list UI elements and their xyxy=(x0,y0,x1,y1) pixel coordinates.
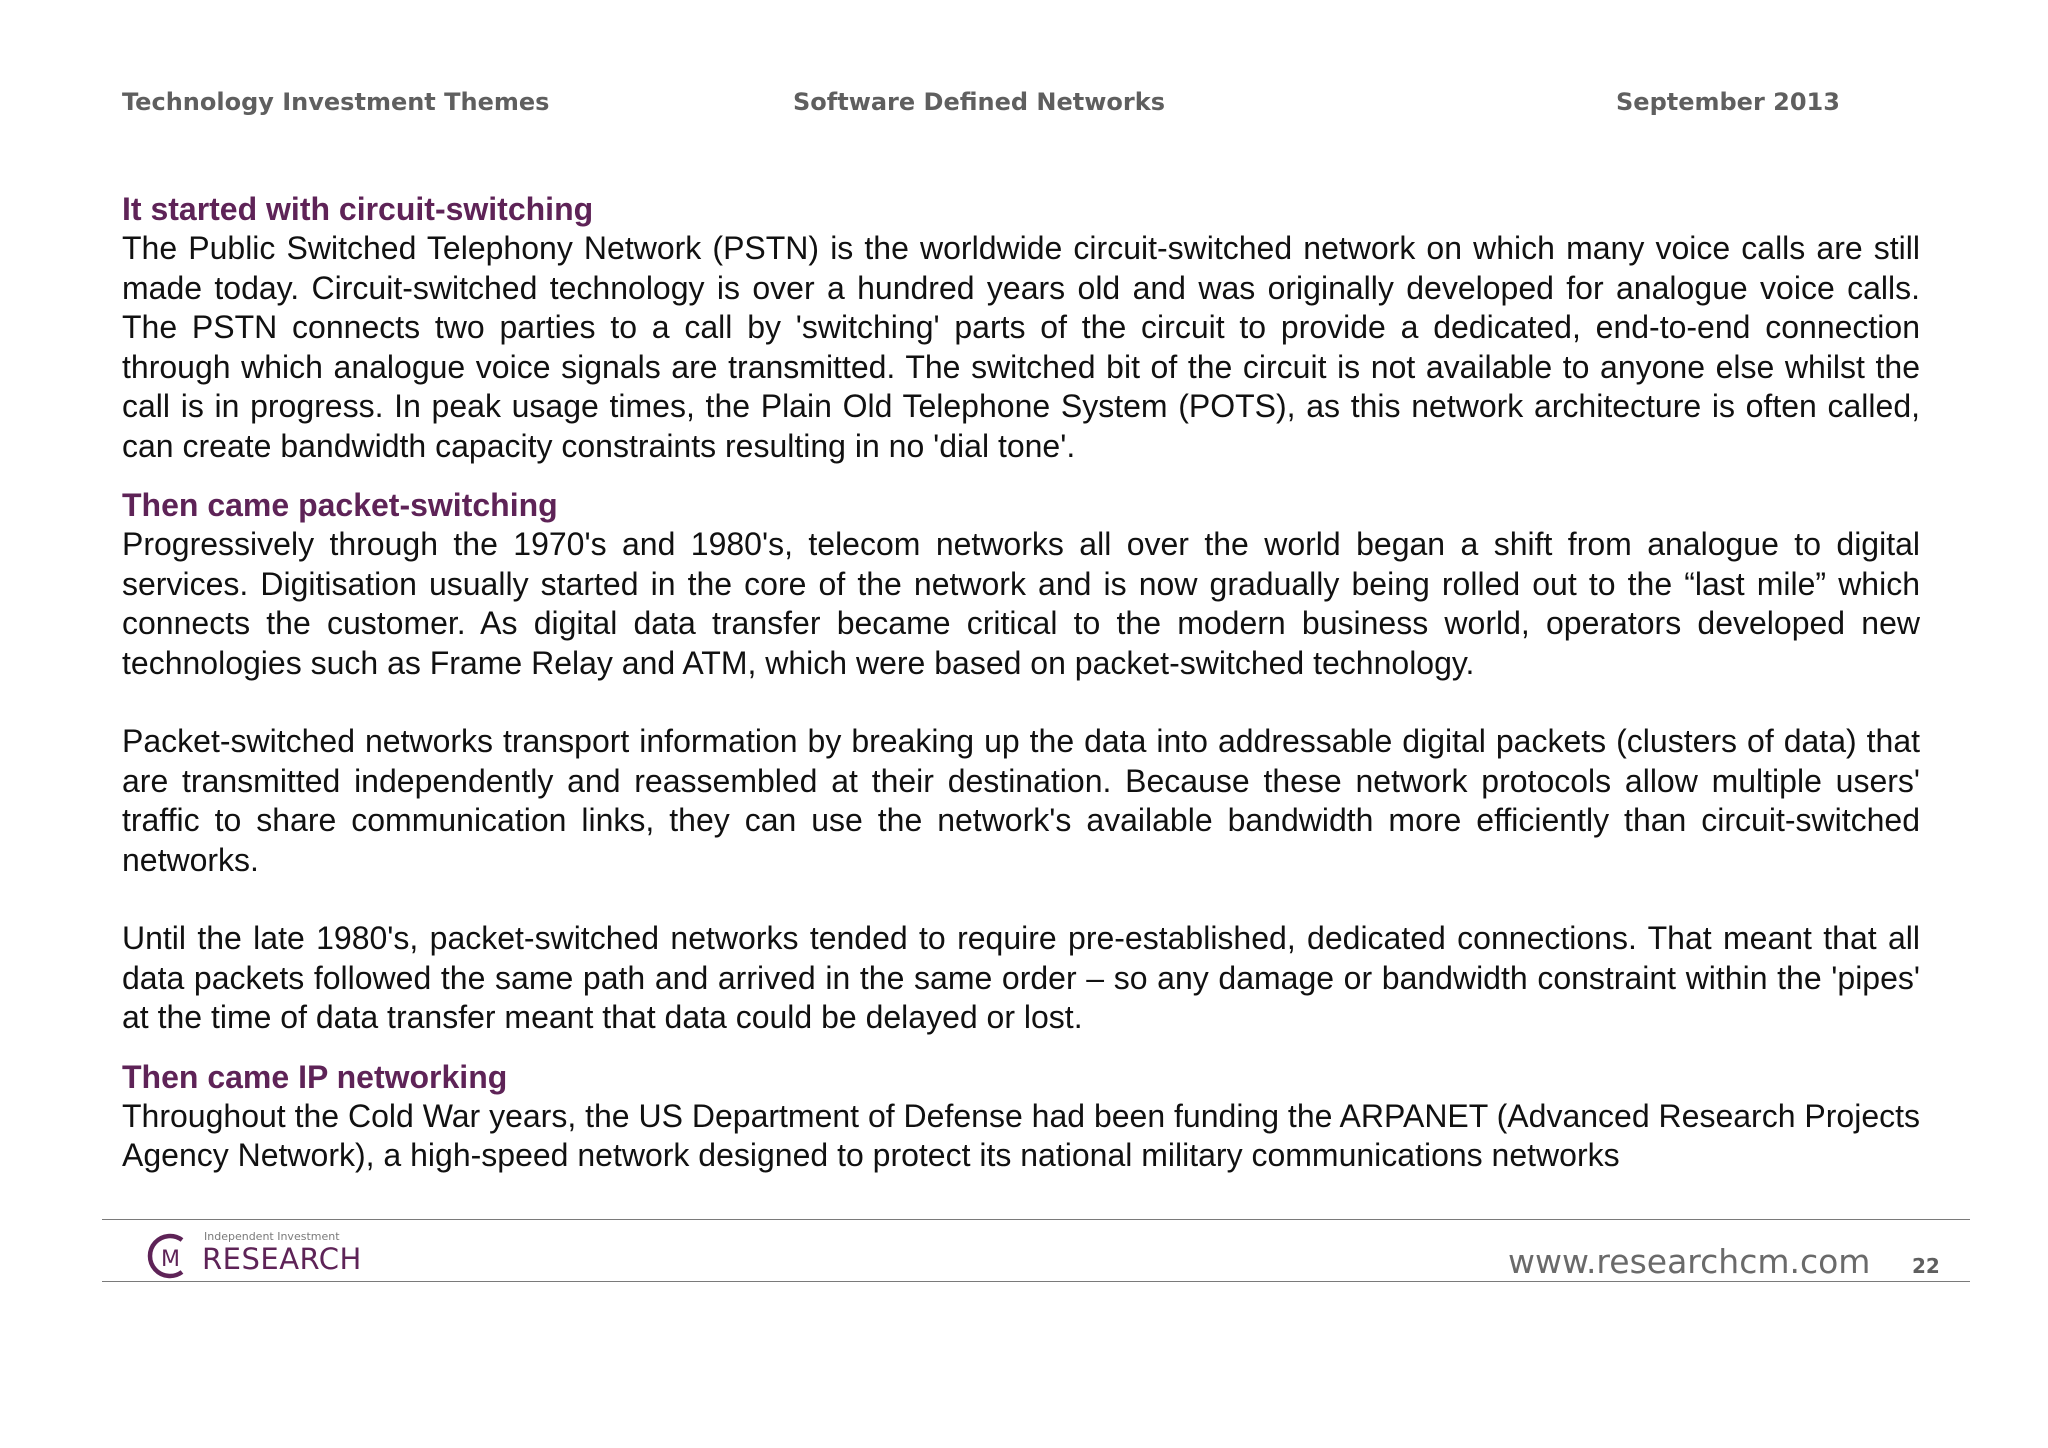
section-ip-networking xyxy=(122,1058,1920,1176)
footer-divider-bottom xyxy=(102,1281,1970,1282)
header-date: September 2013 xyxy=(1616,88,1840,116)
section-heading: Then came packet-switching xyxy=(122,487,558,523)
page-number: 22 xyxy=(1912,1254,1940,1278)
document-body xyxy=(122,190,1920,1196)
header-report-title: Technology Investment Themes xyxy=(122,88,550,116)
paragraph: Packet-switched networks transport information by breaking up the data into addressable digital packets (clusters of data) that are transmitted independently and reassembled at their destination. Because these network protocols allow multiple users' traffic to share communication links, they can use the network's available bandwidth more efficiently than circuit-switched networks. xyxy=(122,723,1920,878)
section-heading: Then came IP networking xyxy=(122,1058,508,1095)
logo-c-mark-icon xyxy=(142,1230,194,1282)
section-circuit-switching xyxy=(122,190,1920,466)
paragraph: The Public Switched Telephony Network (PSTN) is the worldwide circuit-switched network on which many voice calls are still made today. Circuit-switched technology is over a hundred years old and was originally developed for analogue voice calls. The PSTN connects two parties to a call by 'switching' parts of the circuit to provide a dedicated, end-to-end connection through which analogue voice signals are transmitted. The switched bit of the circuit is not available to anyone else whilst the call is in progress. In peak usage times, the Plain Old Telephone System (POTS), as this network architecture is often called, can create bandwidth capacity constraints resulting in no 'dial tone'. xyxy=(122,230,1920,464)
header-topic: Software Defined Networks xyxy=(793,88,1165,116)
logo-wordmark: RESEARCH xyxy=(202,1242,362,1276)
paragraph: Progressively through the 1970's and 1980's, telecom networks all over the world began a shift from analogue to digital services. Digitisation usually started in the core of the network and is now gradually being rolled out to the “last mile” which connects the customer. As digital data transfer became critical to the modern business world, operators developed new technologies such as Frame Relay and ATM, which were based on packet-switched technology. xyxy=(122,526,1920,681)
page-header xyxy=(0,84,2048,124)
company-logo xyxy=(142,1228,382,1280)
paragraph: Until the late 1980's, packet-switched networks tended to require pre-established, dedicated connections. That meant that all data packets followed the same path and arrived in the same order – so any damage or bandwidth constraint within the 'pipes' at the time of data transfer meant that data could be delayed or lost. xyxy=(122,920,1920,1035)
section-packet-switching xyxy=(122,486,1920,1038)
paragraph: Throughout the Cold War years, the US Department of Defense had been funding the ARPANET (Advanced Research Projects Agency Network), a high-speed network designed to protect its national military communications networks xyxy=(122,1097,1920,1173)
website-link[interactable]: www.researchcm.com xyxy=(1508,1242,1871,1281)
footer-divider-top xyxy=(102,1219,1970,1220)
logo-tagline: Independent Investment xyxy=(204,1230,340,1243)
section-heading: It started with circuit-switching xyxy=(122,191,594,227)
logo-letter: M xyxy=(161,1247,180,1272)
